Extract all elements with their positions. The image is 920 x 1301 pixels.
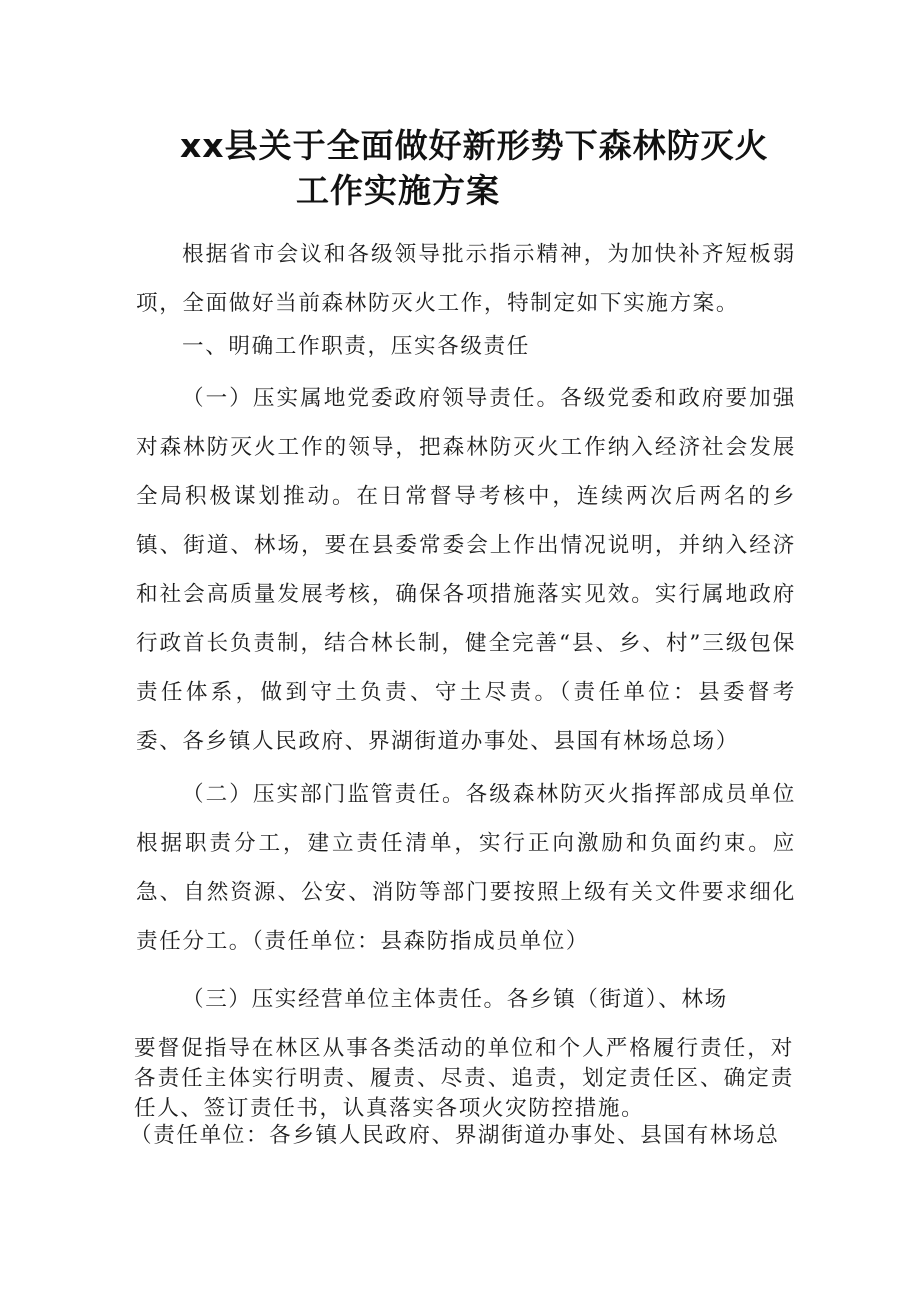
item-3-responsible-units: （责任单位：各乡镇人民政府、界湖街道办事处、县国有林场总 <box>130 1123 780 1148</box>
intro-paragraph: 根据省市会议和各级领导批示指示精神，为加快补齐短板弱项，全面做好当前森林防灭火工作，特制定如下实施方案。 <box>136 242 796 316</box>
item-3-heading: （三）压实经营单位主体责任。各乡镇（街道）、林场 <box>182 987 728 1012</box>
item-3-body: 要督促指导在林区从事各类活动的单位和个人严格履行责任，对各责任主体实行明责、履责、尽责、追责，划定责任区、确定责任人、签订责任书，认真落实各项火灾防控措施。 <box>134 1036 794 1121</box>
document-title-line-2: 工作实施方案 <box>296 171 500 210</box>
item-1-paragraph: （一）压实属地党委政府领导责任。各级党委和政府要加强对森林防灭火工作的领导，把森林防灭火工作纳入经济社会发展全局积极谋划推动。在日常督导考核中，连续两次后两名的乡镇、街道、林场，要在县委常委会上作出情况说明，并纳入经济和社会高质量发展考核，确保各项措施落实见效。实行属地政府行政首长负责制，结合林长制，健全完善“县、乡、村”三级包保责任体系，做到守土负责、守土尽责。（责任单位：县委督考委、各乡镇人民政府、界湖街道办事处、县国有林场总场） <box>136 386 796 754</box>
document-title-line-1: xx县关于全面做好新形势下森林防灭火 <box>180 126 769 165</box>
item-2-paragraph: （二）压实部门监管责任。各级森林防灭火指挥部成员单位根据职责分工，建立责任清单，实行正向激励和负面约束。应急、自然资源、公安、消防等部门要按照上级有关文件要求细化责任分工。（责任单位：县森防指成员单位） <box>136 782 796 954</box>
section-1-heading: 一、明确工作职责，压实各级责任 <box>182 334 530 359</box>
